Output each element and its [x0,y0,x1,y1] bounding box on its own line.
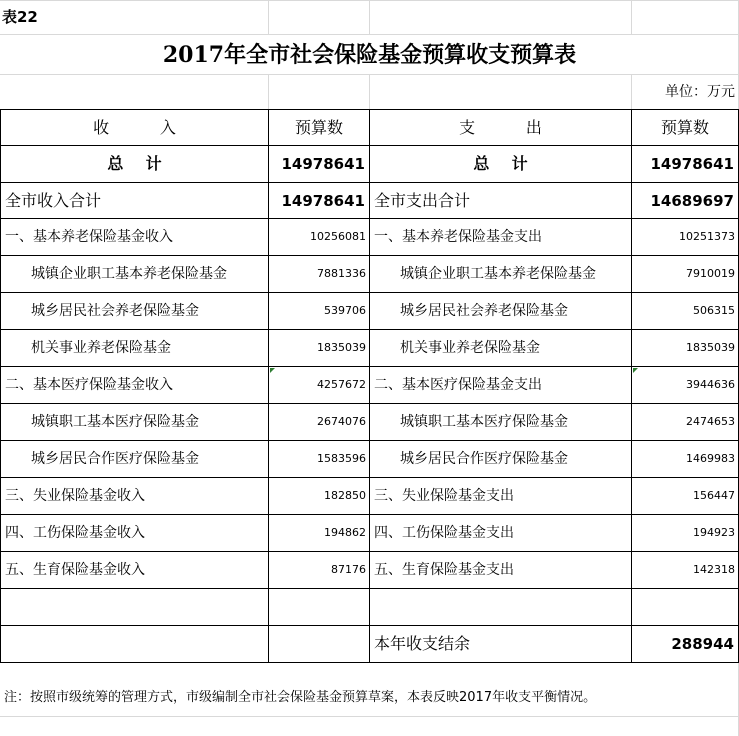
expense-column-header: 支 出 [459,118,542,137]
expense-item-label: 三、失业保险基金支出 [374,488,514,504]
expense-item-label: 二、基本医疗保险基金支出 [374,377,542,393]
gridline [0,34,739,35]
income-item-value: 182850 [324,489,366,502]
income-item-value: 539706 [324,304,366,317]
balance-value: 288944 [671,635,734,653]
expense-budget-header: 预算数 [660,118,709,137]
footnote: 注：按照市级统筹的管理方式，市级编制全市社会保险基金预算草案，本表反映2017年收支平衡情况。 [4,690,597,705]
expense-item-label: 四、工伤保险基金支出 [374,525,514,541]
income-item-value: 1583596 [317,452,366,465]
income-item-value: 2674076 [317,415,366,428]
income-item-label: 三、失业保险基金收入 [5,488,145,504]
expense-total-label: 总 计 [473,154,528,173]
balance-label: 本年收支结余 [374,634,471,653]
gridline [0,716,739,717]
expense-sum-value: 14689697 [650,192,734,210]
gridline [268,0,269,34]
sheet-label: 表22 [2,8,38,26]
income-total-label: 总 计 [107,154,162,173]
income-item-label: 五、生育保险基金收入 [5,562,145,578]
expense-item-value: 1469983 [686,452,735,465]
gridline [369,75,370,109]
income-item-value: 87176 [331,563,366,576]
expense-item-value: 2474653 [686,415,735,428]
cell-comment-marker [270,368,275,373]
income-item-label: 城乡居民社会养老保险基金 [31,303,199,319]
expense-item-value: 1835039 [686,341,735,354]
expense-item-value: 10251373 [679,230,735,243]
gridline [631,0,632,34]
expense-item-value: 156447 [693,489,735,502]
income-budget-header: 预算数 [294,118,343,137]
gridline [369,0,370,34]
income-item-label: 一、基本养老保险基金收入 [5,229,173,245]
expense-item-label: 城乡居民社会养老保险基金 [400,303,568,319]
expense-total-value: 14978641 [650,155,734,173]
income-item-label: 城镇职工基本医疗保险基金 [31,414,199,430]
income-sum-label: 全市收入合计 [5,191,102,210]
table-title: 2017年全市社会保险基金预算收支预算表 [162,42,577,68]
income-item-value: 194862 [324,526,366,539]
expense-sum-label: 全市支出合计 [374,191,471,210]
expense-item-label: 城乡居民合作医疗保险基金 [400,451,568,467]
expense-item-label: 机关事业养老保险基金 [400,340,540,356]
income-item-value: 10256081 [310,230,366,243]
income-item-label: 城镇企业职工基本养老保险基金 [31,266,227,282]
income-item-value: 1835039 [317,341,366,354]
gridline [631,75,632,109]
income-column-header: 收 入 [93,118,176,137]
cell-comment-marker [633,368,638,373]
income-total-value: 14978641 [281,155,365,173]
expense-item-label: 城镇企业职工基本养老保险基金 [400,266,596,282]
expense-item-value: 194923 [693,526,735,539]
expense-item-value: 7910019 [686,267,735,280]
income-item-label: 机关事业养老保险基金 [31,340,171,356]
income-sum-value: 14978641 [281,192,365,210]
unit-label: 单位：万元 [665,84,735,100]
expense-item-label: 五、生育保险基金支出 [374,562,514,578]
income-item-label: 城乡居民合作医疗保险基金 [31,451,199,467]
expense-item-value: 142318 [693,563,735,576]
expense-item-label: 一、基本养老保险基金支出 [374,229,542,245]
income-item-label: 四、工伤保险基金收入 [5,525,145,541]
gridline [268,75,269,109]
expense-item-value: 3944636 [686,378,735,391]
expense-item-label: 城镇职工基本医疗保险基金 [400,414,568,430]
expense-item-value: 506315 [693,304,735,317]
income-item-value: 4257672 [317,378,366,391]
income-item-label: 二、基本医疗保险基金收入 [5,377,173,393]
income-item-value: 7881336 [317,267,366,280]
